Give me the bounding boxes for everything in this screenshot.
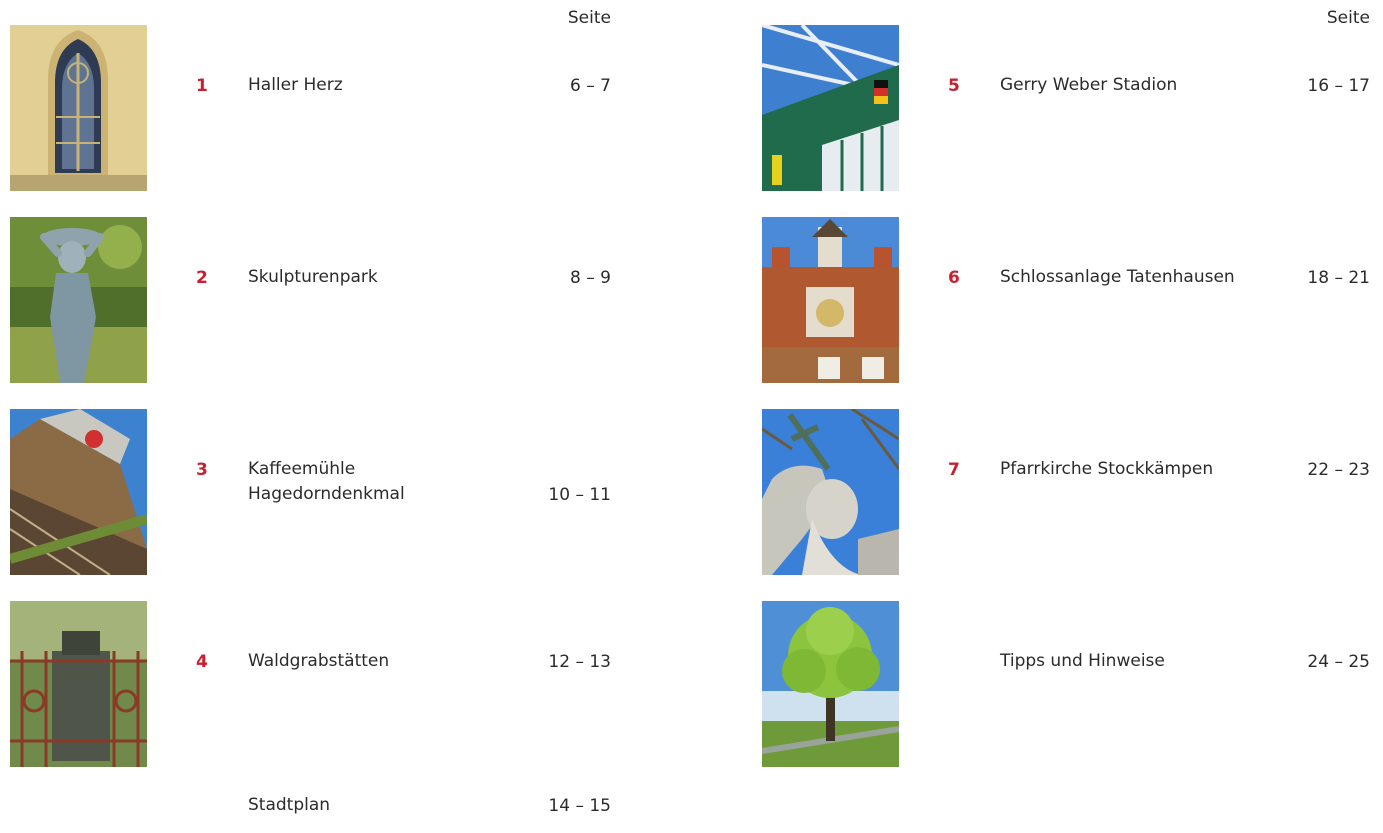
toc-entry-7[interactable] <box>762 409 1383 585</box>
castle-photo <box>762 217 899 383</box>
toc-entry-1[interactable] <box>10 25 650 201</box>
entry-title: Gerry Weber Stadion <box>1000 75 1178 95</box>
entry-title: Waldgrabstätten <box>248 651 390 671</box>
entry-number: 1 <box>196 76 208 96</box>
toc-right-column <box>762 0 1383 833</box>
page-column-header: Seite <box>567 8 611 28</box>
stadium-photo <box>762 25 899 191</box>
entry-title: Tipps und Hinweise <box>1000 651 1165 671</box>
entry-title <box>248 457 405 507</box>
entry-pages: 8 – 9 <box>570 268 611 288</box>
entry-pages: 18 – 21 <box>1307 268 1370 288</box>
tree-photo <box>762 601 899 767</box>
entry-title: Haller Herz <box>248 75 343 95</box>
statue-photo <box>762 409 899 575</box>
entry-number: 4 <box>196 652 208 672</box>
entry-pages: 22 – 23 <box>1307 460 1370 480</box>
page-column-header: Seite <box>1326 8 1370 28</box>
entry-number: 6 <box>948 268 960 288</box>
sculpture-photo <box>10 217 147 383</box>
entry-title-line-2: Hagedorndenkmal <box>248 484 405 504</box>
toc-entry-stadtplan[interactable] <box>10 793 650 823</box>
entry-title: Skulpturenpark <box>248 267 378 287</box>
toc-entry-5[interactable] <box>762 25 1383 201</box>
entry-pages: 24 – 25 <box>1307 652 1370 672</box>
church-window-photo <box>10 25 147 191</box>
entry-pages: 16 – 17 <box>1307 76 1370 96</box>
entry-title: Pfarrkirche Stockkämpen <box>1000 459 1214 479</box>
gravestone-photo <box>10 601 147 767</box>
toc-entry-tipps[interactable] <box>762 601 1383 777</box>
entry-title: Schlossanlage Tatenhausen <box>1000 267 1235 287</box>
entry-pages: 10 – 11 <box>548 485 611 505</box>
toc-entry-3[interactable] <box>10 409 650 585</box>
toc-left-column <box>10 0 650 833</box>
entry-number: 7 <box>948 460 960 480</box>
entry-title-line-1: Kaffeemühle <box>248 459 356 479</box>
tower-photo <box>10 409 147 575</box>
entry-number: 2 <box>196 268 208 288</box>
entry-pages: 14 – 15 <box>548 796 611 816</box>
entry-title: Stadtplan <box>248 795 331 815</box>
toc-entry-2[interactable] <box>10 217 650 393</box>
toc-entry-4[interactable] <box>10 601 650 777</box>
entry-number: 3 <box>196 460 208 480</box>
toc-entry-6[interactable] <box>762 217 1383 393</box>
entry-pages: 12 – 13 <box>548 652 611 672</box>
entry-pages: 6 – 7 <box>570 76 611 96</box>
entry-number: 5 <box>948 76 960 96</box>
